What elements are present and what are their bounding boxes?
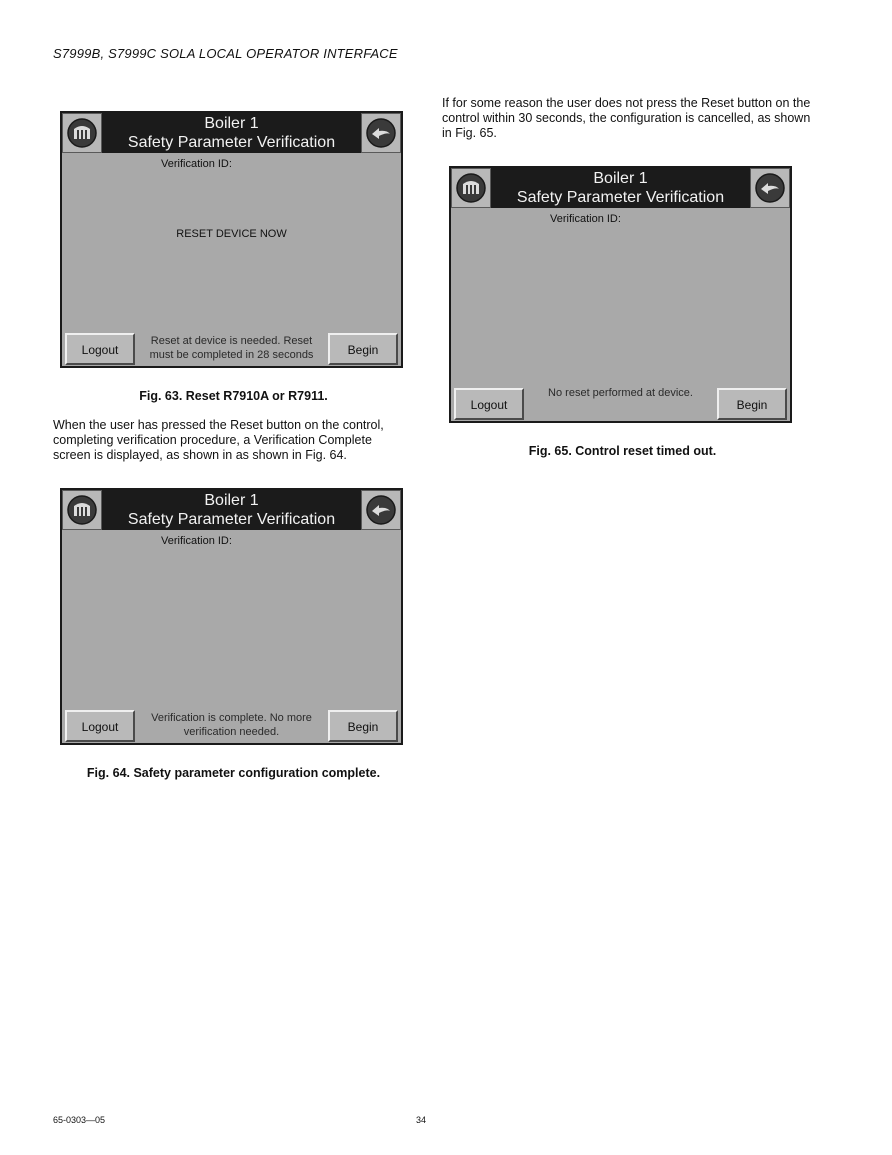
screen-title: Boiler 1 [204,115,259,132]
back-button[interactable] [361,113,401,153]
verification-id-label: Verification ID: [161,535,232,547]
home-button[interactable] [451,168,491,208]
back-arrow-icon [365,117,397,149]
status-line: Reset at device is needed. Reset [150,335,313,347]
begin-button[interactable]: Begin [328,333,398,365]
document-number: 65-0303—05 [53,1115,106,1125]
title-bar [451,168,790,208]
back-button[interactable] [361,490,401,530]
screen-subtitle: Safety Parameter Verification [127,134,336,151]
figure-caption: Fig. 65. Control reset timed out. [528,444,717,458]
document-header: S7999B, S7999C SOLA LOCAL OPERATOR INTERFACE [53,46,398,61]
screen-title: Boiler 1 [204,492,259,509]
back-button[interactable] [750,168,790,208]
home-icon [66,494,98,526]
status-line: Verification is complete. No more [151,712,312,724]
body-paragraph: When the user has pressed the Reset button on the control, completing verification procedure, a Verification Complete screen is displayed, as shown in as shown in Fig. 64. [53,418,384,462]
back-arrow-icon [754,172,786,204]
status-line: must be completed in 28 seconds [149,349,314,361]
home-icon [455,172,487,204]
status-line: No reset performed at device. [548,387,693,399]
back-arrow-icon [365,494,397,526]
screen-subtitle: Safety Parameter Verification [127,511,336,528]
home-button[interactable] [62,490,102,530]
logout-button[interactable]: Logout [454,388,524,420]
status-message [140,708,323,742]
page-number: 34 [416,1115,427,1125]
status-message [529,384,712,420]
screen-subtitle: Safety Parameter Verification [516,189,725,206]
begin-button[interactable]: Begin [328,710,398,742]
status-line: verification needed. [183,726,280,738]
logout-button[interactable]: Logout [65,333,135,365]
status-message [140,331,323,365]
logout-button[interactable]: Logout [65,710,135,742]
screen-fig64 [60,488,403,745]
verification-id-label: Verification ID: [161,158,232,170]
begin-button[interactable]: Begin [717,388,787,420]
body-paragraph: If for some reason the user does not press the Reset button on the control within 30 seconds, the configuration is cancelled, as shown in Fig. 65. [442,96,811,140]
title-bar [62,490,401,530]
reset-device-message: RESET DEVICE NOW [176,228,287,240]
figure-caption: Fig. 64. Safety parameter configuration complete. [86,766,381,780]
screen-title: Boiler 1 [593,170,648,187]
home-icon [66,117,98,149]
home-button[interactable] [62,113,102,153]
figure-caption: Fig. 63. Reset R7910A or R7911. [139,389,328,403]
screen-fig63 [60,111,403,368]
title-bar [62,113,401,153]
screen-fig65 [449,166,792,423]
verification-id-label: Verification ID: [550,213,621,225]
